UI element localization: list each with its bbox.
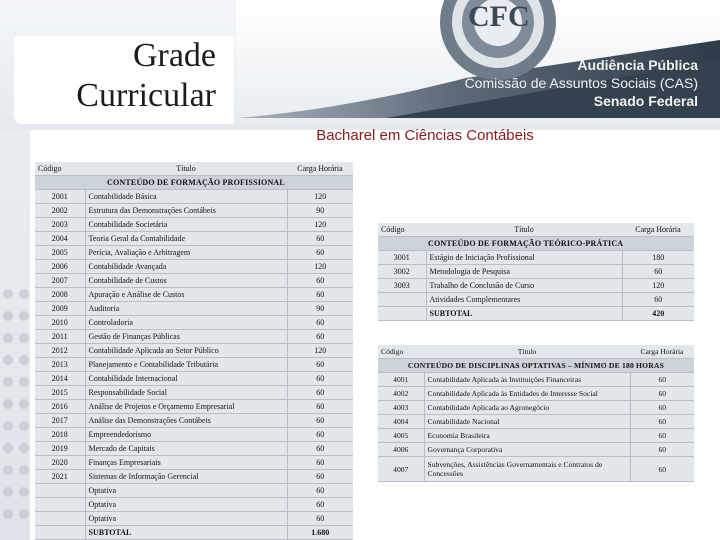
row-hours: 60: [287, 316, 353, 330]
row-title: Contabilidade Nacional: [424, 415, 630, 429]
row-title: Economia Brasileira: [424, 429, 630, 443]
section-title: CONTEÚDO DE FORMAÇÃO TEÓRICO-PRÁTICA: [426, 237, 694, 251]
subtotal-value: 1.680: [287, 526, 353, 540]
row-code: 2010: [35, 316, 85, 330]
section-row: [378, 359, 694, 373]
table-row: [35, 344, 353, 358]
row-hours: 60: [287, 358, 353, 372]
table-row: [378, 251, 694, 265]
row-code: 2016: [35, 400, 85, 414]
subtotal-value: 420: [622, 307, 694, 321]
row-code: 2020: [35, 456, 85, 470]
row-hours: 60: [287, 400, 353, 414]
row-code: 2009: [35, 302, 85, 316]
row-hours: 60: [630, 457, 694, 482]
row-code: 2004: [35, 232, 85, 246]
table-row: [378, 429, 694, 443]
row-hours: 60: [630, 429, 694, 443]
row-title: Controladoria: [85, 316, 287, 330]
row-hours: 60: [287, 428, 353, 442]
course-subtitle: Bacharel em Ciências Contábeis: [316, 127, 534, 144]
table-row: [35, 442, 353, 456]
banner-line1: Audiência Pública: [577, 57, 698, 73]
table-row: [35, 232, 353, 246]
row-title: Teoria Geral da Contabilidade: [85, 232, 287, 246]
cfc-banner: [236, 0, 720, 124]
row-title: Mercado de Capitais: [85, 442, 287, 456]
row-title: Empreendedorismo: [85, 428, 287, 442]
banner-line3: Senado Federal: [593, 93, 698, 109]
table-row: [35, 358, 353, 372]
subtotal-row: [35, 526, 353, 540]
row-code: 2021: [35, 470, 85, 484]
table-header-row: [35, 162, 353, 176]
row-code: 2008: [35, 288, 85, 302]
row-code: 4002: [378, 387, 424, 401]
row-hours: 60: [630, 401, 694, 415]
table-row: [35, 372, 353, 386]
row-title: Perícia, Avaliação e Arbitragem: [85, 246, 287, 260]
table-row: [378, 279, 694, 293]
row-hours: 60: [287, 442, 353, 456]
subtotal-spacer: [35, 526, 85, 540]
row-title: Trabalho de Conclusão de Curso: [426, 279, 622, 293]
row-hours: 60: [287, 232, 353, 246]
col-hours: Carga Horária: [622, 223, 694, 237]
row-hours: 60: [287, 372, 353, 386]
subtotal-spacer: [378, 307, 426, 321]
table-row: [35, 470, 353, 484]
row-title: Contabilidade Avançada: [85, 260, 287, 274]
table-row: [378, 293, 694, 307]
row-title: Metodologia de Pesquisa: [426, 265, 622, 279]
row-code: 2019: [35, 442, 85, 456]
slide-title-line1: Grade: [132, 37, 216, 74]
row-hours: 60: [630, 373, 694, 387]
row-code: 2015: [35, 386, 85, 400]
row-code: 2005: [35, 246, 85, 260]
row-title: Contabilidade Internacional: [85, 372, 287, 386]
cfc-logo-text: CFC: [468, 0, 530, 33]
col-code: Código: [378, 223, 426, 237]
row-code: 3001: [378, 251, 426, 265]
row-title: Governança Corporativa: [424, 443, 630, 457]
slide-title-line2: Curricular: [76, 77, 216, 114]
row-hours: 60: [622, 265, 694, 279]
row-title: Planejamento e Contabilidade Tributária: [85, 358, 287, 372]
row-hours: 120: [287, 344, 353, 358]
row-code: 4006: [378, 443, 424, 457]
col-hours: Carga Horária: [287, 162, 353, 176]
table-row: [35, 260, 353, 274]
row-title: Contabilidade de Custos: [85, 274, 287, 288]
row-title: Análise das Demonstrações Contábeis: [85, 414, 287, 428]
section-row: [378, 237, 694, 251]
row-title: Análise de Projetos e Orçamento Empresarial: [85, 400, 287, 414]
table-row: [35, 456, 353, 470]
row-code: 3003: [378, 279, 426, 293]
table-row: [378, 373, 694, 387]
row-hours: 180: [622, 251, 694, 265]
row-code: 2013: [35, 358, 85, 372]
row-code: 4001: [378, 373, 424, 387]
row-code: 2011: [35, 330, 85, 344]
subtotal-label: SUBTOTAL: [426, 307, 622, 321]
section-title: CONTEÚDO DE DISCIPLINAS OPTATIVAS – MÍNIMO DE 180 HORAS: [378, 359, 694, 373]
table-header-row: [378, 223, 694, 237]
row-hours: 60: [287, 386, 353, 400]
table-row: [35, 218, 353, 232]
row-hours: 120: [622, 279, 694, 293]
table-row: [35, 484, 353, 498]
table-row: [378, 457, 694, 482]
row-code: 4007: [378, 457, 424, 482]
row-hours: 60: [287, 470, 353, 484]
table-row: [35, 190, 353, 204]
row-code: 2012: [35, 344, 85, 358]
table-row: [35, 414, 353, 428]
row-code: [378, 293, 426, 307]
row-code: [35, 498, 85, 512]
row-hours: 60: [287, 456, 353, 470]
subtotal-label: SUBTOTAL: [85, 526, 287, 540]
row-title: Contabilidade Societária: [85, 218, 287, 232]
row-code: [35, 512, 85, 526]
col-code: Código: [35, 162, 85, 176]
row-hours: 60: [287, 512, 353, 526]
row-code: 2002: [35, 204, 85, 218]
row-hours: 60: [622, 293, 694, 307]
row-code: [35, 484, 85, 498]
row-title: Contabilidade Aplicada às Instituições Financeiras: [424, 373, 630, 387]
row-code: 2018: [35, 428, 85, 442]
table-header-row: [378, 345, 694, 359]
row-title: Optativa: [85, 484, 287, 498]
row-hours: 60: [287, 414, 353, 428]
row-code: 4005: [378, 429, 424, 443]
row-code: 2003: [35, 218, 85, 232]
row-title: Gestão de Finanças Públicas: [85, 330, 287, 344]
col-title: Título: [85, 162, 287, 176]
table-row: [35, 428, 353, 442]
section-title: CONTEÚDO DE FORMAÇÃO PROFISSIONAL: [85, 176, 353, 190]
row-title: Contabilidade Aplicada ao Agronegócio: [424, 401, 630, 415]
row-hours: 120: [287, 190, 353, 204]
row-title: Apuração e Análise de Custos: [85, 288, 287, 302]
table-row: [35, 386, 353, 400]
table-row: [35, 330, 353, 344]
col-title: Título: [424, 345, 630, 359]
table-row: [35, 288, 353, 302]
row-title: Optativa: [85, 498, 287, 512]
banner-caption: [465, 56, 698, 110]
table-row: [378, 387, 694, 401]
col-title: Título: [426, 223, 622, 237]
row-hours: 60: [287, 330, 353, 344]
row-code: 2014: [35, 372, 85, 386]
table-row: [35, 498, 353, 512]
row-code: 3002: [378, 265, 426, 279]
table-row: [35, 246, 353, 260]
row-hours: 60: [630, 387, 694, 401]
row-hours: 120: [287, 218, 353, 232]
row-hours: 60: [287, 274, 353, 288]
row-code: 2001: [35, 190, 85, 204]
table-row: [378, 401, 694, 415]
table-row: [35, 302, 353, 316]
row-code: 2006: [35, 260, 85, 274]
table-row: [35, 512, 353, 526]
row-title: Finanças Empresariais: [85, 456, 287, 470]
table-row: [35, 274, 353, 288]
optional-subjects-table: [378, 345, 694, 482]
table-row: [378, 415, 694, 429]
row-title: Estágio de Iniciação Profissional: [426, 251, 622, 265]
row-title: Estrutura das Demonstrações Contábeis: [85, 204, 287, 218]
row-hours: 60: [287, 498, 353, 512]
row-hours: 120: [287, 260, 353, 274]
row-title: Sistemas de Informação Gerencial: [85, 470, 287, 484]
row-title: Responsabilidade Social: [85, 386, 287, 400]
row-hours: 60: [287, 484, 353, 498]
table-row: [378, 265, 694, 279]
decor-dots: [0, 280, 34, 540]
row-title: Atividades Complementares: [426, 293, 622, 307]
table-row: [378, 443, 694, 457]
slide-title: [14, 36, 234, 124]
professional-training-table: [35, 162, 353, 540]
row-title: Contabilidade Aplicada ao Setor Público: [85, 344, 287, 358]
row-title: Contabilidade Aplicada às Entidades de Interesse Social: [424, 387, 630, 401]
banner-line2: Comissão de Assuntos Sociais (CAS): [464, 75, 698, 91]
subtotal-row: [378, 307, 694, 321]
row-hours: 60: [287, 246, 353, 260]
row-code: 4003: [378, 401, 424, 415]
row-hours: 90: [287, 204, 353, 218]
row-title: Auditoria: [85, 302, 287, 316]
row-hours: 60: [287, 288, 353, 302]
row-title: Optativa: [85, 512, 287, 526]
col-code: Código: [378, 345, 424, 359]
table-row: [35, 316, 353, 330]
row-hours: 60: [630, 443, 694, 457]
practice-training-table: [378, 223, 694, 321]
table-row: [35, 400, 353, 414]
table-row: [35, 204, 353, 218]
row-title: Subvenções, Assistências Governamentais e Contratos de Concessões: [424, 457, 630, 482]
row-hours: 60: [630, 415, 694, 429]
row-code: 2007: [35, 274, 85, 288]
section-row: [35, 176, 353, 190]
row-code: 2017: [35, 414, 85, 428]
row-code: 4004: [378, 415, 424, 429]
col-hours: Carga Horária: [630, 345, 694, 359]
row-title: Contabilidade Básica: [85, 190, 287, 204]
row-hours: 90: [287, 302, 353, 316]
